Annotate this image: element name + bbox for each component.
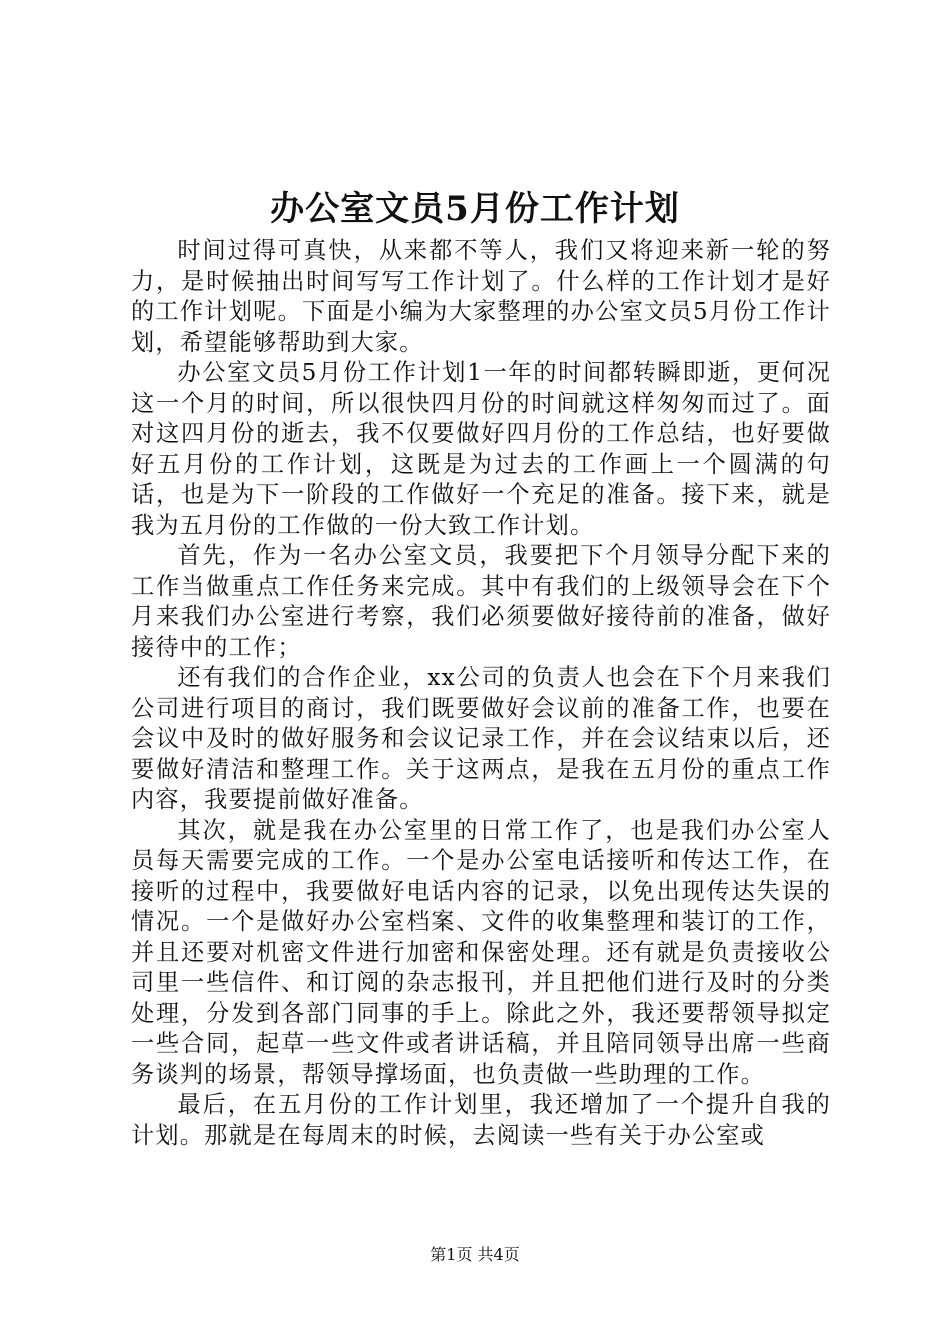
paragraph-plan-overview: 办公室文员5月份工作计划1一年的时间都转瞬即逝，更何况这一个月的时间，所以很快四月份的时间就这样匆匆而过了。面对这四月份的逝去，我不仅要做好四月份的工作总结，也好要做好五月份的工作计划，这既是为过去的工作画上一个圆满的句话，也是为下一阶段的工作做好一个充足的准备。接下来，就是我为五月份的工作做的一份大致工作计划。 [131,359,831,539]
document-title: 办公室文员5月份工作计划 [270,189,680,229]
paragraph-intro: 时间过得可真快，从来都不等人，我们又将迎来新一轮的努力，是时候抽出时间写写工作计划了。什么样的工作计划才是好的工作计划呢。下面是小编为大家整理的办公室文员5月份工作计划，希望能够帮助到大家。 [131,237,831,356]
paragraph-partner-meeting: 还有我们的合作企业，xx公司的负责人也会在下个月来我们公司进行项目的商讨，我们既要做好会议前的准备工作，也要在会议中及时的做好服务和会议记录工作，并在会议结束以后，还要做好清洁和整理工作。关于这两点，是我在五月份的重点工作内容，我要提前做好准备。 [131,664,831,813]
page-footer: 第1页 共4页 [430,1245,520,1264]
paragraph-first-point: 首先，作为一名办公室文员，我要把下个月领导分配下来的工作当做重点工作任务来完成。其中有我们的上级领导会在下个月来我们办公室进行考察，我们必须要做好接待前的准备，做好接待中的工作； [131,542,831,661]
paragraph-daily-work: 其次，就是我在办公室里的日常工作了，也是我们办公室人员每天需要完成的工作。一个是办公室电话接听和传达工作，在接听的过程中，我要做好电话内容的记录，以免出现传达失误的情况。一个是做好办公室档案、文件的收集整理和装订的工作，并且还要对机密文件进行加密和保密处理。还有就是负责接收公司里一些信件、和订阅的杂志报刊，并且把他们进行及时的分类处理，分发到各部门同事的手上。除此之外，我还要帮领导拟定一些合同，起草一些文件或者讲话稿，并且陪同领导出席一些商务谈判的场景，帮领导撑场面，也负责做一些助理的工作。 [131,816,831,1088]
paragraph-self-improvement: 最后，在五月份的工作计划里，我还增加了一个提升自我的计划。那就是在每周末的时候，去阅读一些有关于办公室或 [131,1091,831,1149]
document-body [131,236,831,1151]
